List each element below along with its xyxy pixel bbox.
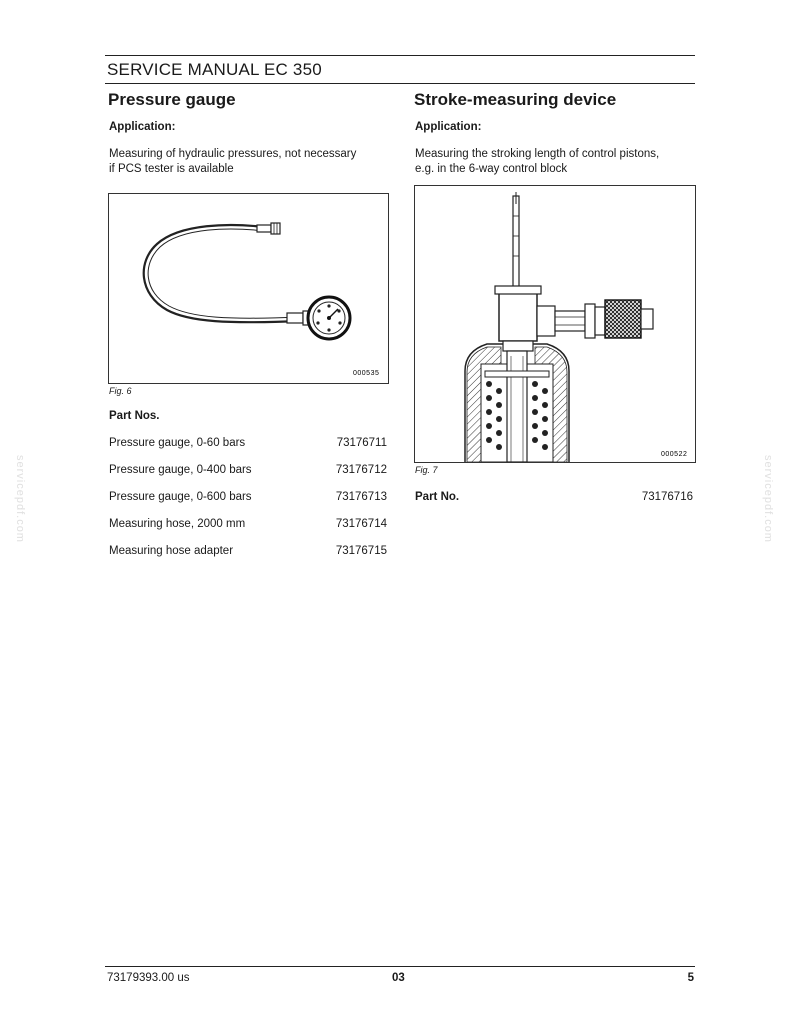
pressure-gauge-figure <box>108 193 389 384</box>
footer-page-number: 5 <box>687 972 694 984</box>
part-row <box>109 491 387 503</box>
pressure-gauge-figure-code: 000535 <box>353 370 380 377</box>
footer-rule <box>105 966 695 967</box>
right-application-label: Application: <box>415 121 482 133</box>
fig-6-label: Fig. 6 <box>109 386 132 396</box>
left-application-line-2: if PCS tester is available <box>109 163 234 175</box>
right-application-line-1: Measuring the stroking length of control pistons, <box>415 148 660 160</box>
stroke-part-number: 73176716 <box>641 491 693 503</box>
stroke-measuring-heading: Stroke-measuring device <box>414 90 617 109</box>
pressure-gauge-illustration <box>109 194 388 383</box>
left-application-label: Application: <box>109 121 176 133</box>
fig-7-label: Fig. 7 <box>415 465 438 475</box>
right-application-text <box>415 147 695 177</box>
watermark-left: servicepdf.com <box>14 455 26 543</box>
part-number: 73176712 <box>335 464 387 476</box>
part-no-label: Part No. <box>415 491 460 503</box>
part-name: Measuring hose adapter <box>109 545 234 557</box>
part-name: Pressure gauge, 0-400 bars <box>109 464 252 476</box>
part-row <box>109 464 387 476</box>
top-rule <box>105 55 695 56</box>
part-number: 73176711 <box>336 437 387 449</box>
stroke-figure-code: 000522 <box>661 451 688 458</box>
watermark-right: servicepdf.com <box>762 455 774 543</box>
stroke-measuring-illustration <box>415 186 695 462</box>
footer-section: 03 <box>392 972 405 984</box>
part-number: 73176714 <box>335 518 387 530</box>
stroke-measuring-figure <box>414 185 696 463</box>
header-rule <box>105 83 695 84</box>
footer-doc-number: 73179393.00 us <box>107 972 190 984</box>
left-application-line-1: Measuring of hydraulic pressures, not necessary <box>109 148 357 160</box>
right-application-line-2: e.g. in the 6-way control block <box>415 163 568 175</box>
left-application-text <box>109 147 389 177</box>
manual-title: SERVICE MANUAL EC 350 <box>107 60 322 79</box>
pressure-gauge-heading: Pressure gauge <box>108 90 236 109</box>
part-name: Pressure gauge, 0-600 bars <box>109 491 252 503</box>
part-nos-heading: Part Nos. <box>109 410 160 422</box>
part-number: 73176713 <box>335 491 387 503</box>
part-row <box>109 545 387 557</box>
part-row <box>109 437 387 449</box>
part-number: 73176715 <box>335 545 387 557</box>
part-name: Pressure gauge, 0-60 bars <box>109 437 246 449</box>
part-row <box>109 518 387 530</box>
part-name: Measuring hose, 2000 mm <box>109 518 246 530</box>
